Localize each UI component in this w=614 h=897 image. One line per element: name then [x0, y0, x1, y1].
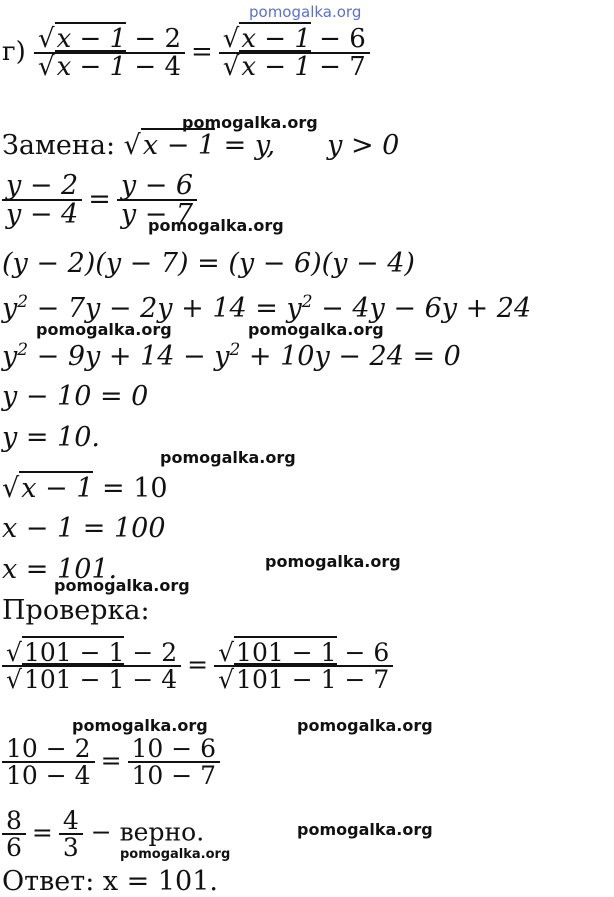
substitution-label: Замена: [2, 130, 124, 161]
fraction-right: $\frac{4}{3}$ [59, 808, 83, 860]
result-verdict: − верно. [82, 817, 205, 847]
line-expanded: $y^2 - 7y - 2y + 14 = y^2 - 4y - 6y + 24$ [2, 292, 532, 324]
exponent: 2 [17, 292, 29, 312]
radicand: x − 1 [56, 24, 127, 54]
watermark: pomogalka.org [297, 820, 433, 839]
line-product: (y − 2)(y − 7) = (y − 6)(y − 4) [2, 248, 415, 279]
fraction-right: $\frac{10 - 6}{10 - 7}$ [128, 736, 221, 788]
equation-numeric: $\frac{10 - 2}{10 - 4}$ = $\frac{10 - 6}{10 - 7}$ [2, 736, 220, 788]
den-rest: − 7 [310, 52, 366, 82]
fraction-right: $\frac{√101 - 1 - 6}{√101 - 1 - 7}$ [214, 640, 393, 692]
exponent: 2 [229, 340, 241, 360]
radicand: 101 − 1 [236, 638, 337, 667]
watermark: pomogalka.org [182, 113, 318, 132]
watermark: pomogalka.org [160, 448, 296, 467]
check-heading: Проверка: [2, 595, 150, 626]
fraction-left: $\frac{y - 2}{y - 4}$ [2, 172, 82, 228]
radicand: x − 1 [56, 52, 127, 82]
fraction-left: $\frac{10 - 2}{10 - 4}$ [2, 736, 95, 788]
substitution-line: Замена: √x − 1 = y, y > 0 [2, 130, 400, 161]
radicand: 101 − 1 [236, 665, 337, 694]
answer-line: Ответ: x = 101. [2, 866, 218, 897]
radicand: x − 1 [142, 130, 216, 161]
watermark: pomogalka.org [297, 716, 433, 735]
substitution-rest: = y, [215, 130, 276, 161]
sqrt-rest: = 10 [93, 473, 168, 504]
watermark-top: pomogalka.org [249, 3, 362, 21]
den-rest: − 7 [336, 665, 390, 694]
watermark-small: pomogalka.org [120, 847, 231, 862]
num-rest: − 2 [126, 24, 181, 54]
label-g: г) [2, 37, 26, 67]
radicand: x − 1 [241, 24, 311, 54]
watermark: pomogalka.org [36, 320, 172, 339]
radicand: x − 1 [21, 473, 94, 504]
fraction-left: $\frac{√101 - 1 - 2}{√101 - 1 - 4}$ [2, 640, 181, 692]
fraction-left: $\frac{8}{6}$ [2, 808, 26, 860]
equation-result: $\frac{8}{6}$ = $\frac{4}{3}$ − верно. [2, 808, 204, 860]
num-rest: − 6 [310, 24, 366, 54]
exponent: 2 [301, 292, 313, 312]
num-rest: − 6 [336, 638, 390, 667]
equation-y: $\frac{y - 2}{y - 4}$ = $\frac{y - 6}{y - 7}$ [2, 172, 197, 228]
radicand: 101 − 1 [23, 665, 125, 694]
num-rest: − 2 [124, 638, 178, 667]
equation-given: г) $\frac{√x - 1 - 2}{√x - 1 - 4}$ = $\frac{√x - 1 - 6}{√x - 1 - 7}$ [2, 26, 370, 80]
equation-check: $\frac{√101 - 1 - 2}{√101 - 1 - 4}$ = $\frac{√101 - 1 - 6}{√101 - 1 - 7}$ [2, 640, 393, 692]
line-simplified: $y^2 - 9y + 14 - y^2 + 10y - 24 = 0$ [2, 340, 461, 372]
line-x-minus-1: x − 1 = 100 [2, 513, 166, 544]
watermark: pomogalka.org [148, 216, 284, 235]
fraction-right: $\frac{y - 6}{y - 7}$ [117, 172, 197, 228]
line-x-101: x = 101. [2, 554, 118, 585]
den-rest: − 4 [124, 665, 178, 694]
watermark: pomogalka.org [248, 320, 384, 339]
watermark: pomogalka.org [54, 576, 190, 595]
substitution-condition: y > 0 [327, 130, 400, 161]
radicand: 101 − 1 [23, 638, 125, 667]
line-y-minus-10: y − 10 = 0 [2, 381, 149, 412]
line-y-equals-10: y = 10. [2, 422, 100, 453]
radicand: x − 1 [241, 52, 311, 82]
exponent: 2 [17, 340, 29, 360]
den-rest: − 4 [126, 52, 181, 82]
fraction-left: $\frac{√x - 1 - 2}{√x - 1 - 4}$ [34, 26, 185, 80]
watermark: pomogalka.org [265, 552, 401, 571]
line-sqrt-10: √x − 1 = 10 [2, 473, 168, 504]
watermark: pomogalka.org [72, 716, 208, 735]
fraction-right: $\frac{√x - 1 - 6}{√x - 1 - 7}$ [219, 26, 370, 80]
